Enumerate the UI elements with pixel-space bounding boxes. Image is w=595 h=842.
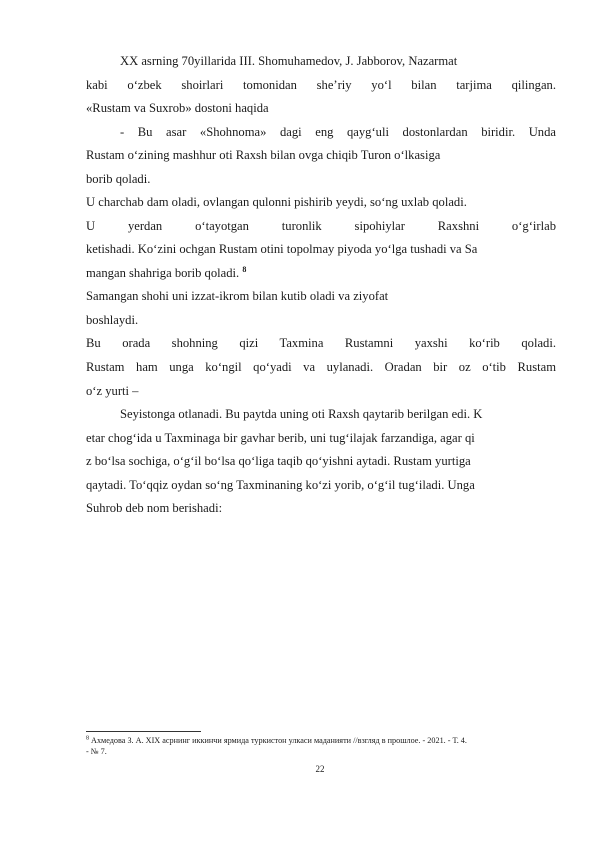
- body-line-14: Rustam ham unga ko‘ngil qo‘yadi va uylanadi. Oradan bir oz o‘tib Rustam: [86, 360, 556, 374]
- body-line-5: Rustam o‘zining mashhur oti Raxsh bilan ovga chiqib Turon o‘lkasiga: [86, 148, 441, 162]
- body-line-8: U yerdan o‘tayotgan turonlik sipohiylar Raxshni o‘g‘irlab: [86, 219, 556, 233]
- footnote-text: Ахмедова З. А. XIX асрнинг иккинчи ярмида туркистон улкаси маданияти //взгляд в прошлое. - 2021. - Т. 4.: [91, 736, 467, 745]
- footnote-reference[interactable]: 8: [242, 264, 247, 274]
- body-line-20: Suhrob deb nom berishadi:: [86, 501, 223, 515]
- body-line-7: U charchab dam oladi, ovlangan qulonni pishirib yeydi, so‘ng uxlab qoladi.: [86, 195, 467, 209]
- body-line-4: - Bu asar «Shohnoma» dagi eng qayg‘uli dostonlardan biridir. Unda: [120, 125, 556, 139]
- body-line-10: [86, 265, 556, 281]
- body-line-1: XX asrning 70yillarida III. Shomuhamedov, J. Jabborov, Nazarmat: [120, 54, 458, 68]
- body-line-3: «Rustam va Suxrob» dostoni haqida: [86, 101, 269, 115]
- page-number: 22: [315, 764, 325, 774]
- body-line-12: boshlaydi.: [86, 313, 139, 327]
- body-line-17: etar chog‘ida u Taxminaga bir gavhar berib, uni tug‘ilajak farzandiga, agar qi: [86, 431, 475, 445]
- footnote-line-2: - № 7.: [86, 747, 107, 756]
- body-line-11: Samangan shohi uni izzat-ikrom bilan kutib oladi va ziyofat: [86, 289, 389, 303]
- footnote-marker: 8: [86, 735, 89, 742]
- body-line-18: z bo‘lsa sochiga, o‘g‘il bo‘lsa qo‘liga taqib qo‘yishni aytadi. Rustam yurtiga: [86, 454, 471, 468]
- body-line-9: ketishadi. Ko‘zini ochgan Rustam otini topolmay piyoda yo‘lga tushadi va Sa: [86, 242, 478, 256]
- body-line-15: o‘z yurti –: [86, 384, 139, 398]
- body-line-10-text: mangan shahriga borib qoladi.: [86, 266, 240, 280]
- body-line-13: Bu orada shohning qizi Taxmina Rustamni yaxshi ko‘rib qoladi.: [86, 336, 556, 350]
- body-line-19: qaytadi. To‘qqiz oydan so‘ng Taxminaning ko‘zi yorib, o‘g‘il tug‘iladi. Unga: [86, 478, 475, 492]
- footnote-separator: [86, 731, 201, 732]
- footnote-line-1: [86, 736, 556, 746]
- body-line-2: kabi o‘zbek shoirlari tomonidan she’riy yo‘l bilan tarjima qilingan.: [86, 78, 556, 92]
- body-line-16: Seyistonga otlanadi. Bu paytda uning oti Raxsh qaytarib berilgan edi. K: [120, 407, 483, 421]
- body-line-6: borib qoladi.: [86, 172, 151, 186]
